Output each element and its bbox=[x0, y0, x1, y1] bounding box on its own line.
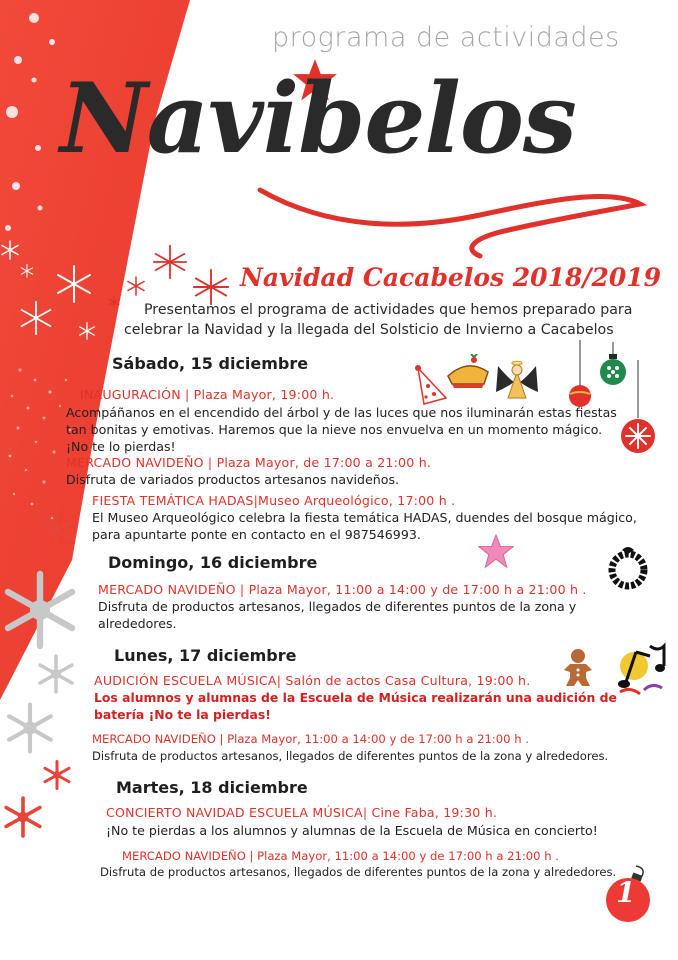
event-description: para apuntarte ponte en contacto en el 987546993. bbox=[92, 527, 421, 542]
event-description: alrededores. bbox=[98, 616, 177, 631]
intro-line-2: celebrar la Navidad y la llegada del Solsticio de Invierno a Cacabelos bbox=[124, 322, 614, 338]
event-heading: INAUGURACIÓN | Plaza Mayor, 19:00 h. bbox=[80, 387, 335, 402]
event-heading: FIESTA TEMÁTICA HADAS|Museo Arqueológico, 17:00 h . bbox=[92, 493, 456, 508]
ornament-icon bbox=[566, 340, 594, 410]
event-description: Los alumnos y alumnas de la Escuela de Música realizarán una audición de bbox=[94, 690, 617, 705]
event-heading: MERCADO NAVIDEÑO | Plaza Mayor, 11:00 a 14:00 y de 17:00 h a 21:00 h . bbox=[122, 849, 559, 863]
event-heading: AUDICIÓN ESCUELA MÚSICA| Salón de actos Casa Cultura, 19:00 h. bbox=[94, 673, 531, 688]
snowflake-icon bbox=[0, 570, 80, 650]
snowflake-icon bbox=[108, 296, 120, 308]
event-description: Disfruta de variados productos artesanos navideños. bbox=[66, 472, 400, 487]
wreath-icon bbox=[604, 542, 652, 594]
ornament-icon bbox=[618, 360, 658, 456]
season-title: Navidad Cacabelos 2018/2019 bbox=[240, 263, 662, 292]
intro-line-1: Presentamos el programa de actividades que hemos preparado para bbox=[144, 302, 633, 318]
music-notes-icon bbox=[614, 638, 668, 700]
pie-icon bbox=[444, 354, 492, 390]
event-heading: MERCADO NAVIDEÑO | Plaza Mayor, 11:00 a 14:00 y de 17:00 h a 21:00 h . bbox=[98, 582, 587, 597]
snowflake-icon bbox=[54, 264, 94, 304]
day-title: Lunes, 17 diciembre bbox=[114, 646, 297, 665]
snowflake-icon bbox=[36, 654, 76, 694]
snowflake-icon bbox=[18, 300, 54, 336]
event-description: El Museo Arqueológico celebra la fiesta temática HADAS, duendes del bosque mágico, bbox=[92, 510, 637, 525]
event-description: Disfruta de productos artesanos, llegados de diferentes puntos de la zona y bbox=[98, 599, 577, 614]
event-description: Disfruta de productos artesanos, llegados de diferentes puntos de la zona y alrededores. bbox=[92, 749, 609, 763]
snowflake-icon bbox=[126, 276, 146, 296]
day-title: Domingo, 16 diciembre bbox=[108, 553, 318, 572]
ribbon-icon bbox=[250, 170, 650, 260]
snowflake-icon bbox=[4, 702, 56, 754]
snowflake-icon bbox=[42, 760, 72, 790]
snowflake-icon bbox=[20, 264, 34, 278]
subtitle: programa de actividades bbox=[272, 22, 620, 53]
event-heading: MERCADO NAVIDEÑO | Plaza Mayor, 11:00 a 14:00 y de 17:00 h a 21:00 h . bbox=[92, 732, 529, 746]
snowflake-icon bbox=[192, 268, 230, 306]
event-heading: MERCADO NAVIDEÑO | Plaza Mayor, de 17:00 a 21:00 h. bbox=[66, 455, 432, 470]
day-title: Martes, 18 diciembre bbox=[116, 778, 308, 797]
angel-icon bbox=[494, 358, 540, 400]
event-description: Disfruta de productos artesanos, llegados de diferentes puntos de la zona y alrededores. bbox=[100, 865, 617, 879]
brand-title: Navibelos bbox=[60, 62, 576, 175]
event-description: tan bonitas y emotivas. Haremos que la nieve nos envuelva en un momento mágico. bbox=[66, 422, 603, 437]
event-description: Acompáñanos en el encendido del árbol y de las luces que nos iluminarán estas fiestas bbox=[66, 405, 617, 420]
gingerbread-icon bbox=[562, 648, 594, 688]
event-description: batería ¡No te la pierdas! bbox=[94, 707, 271, 722]
star-icon bbox=[478, 534, 514, 570]
ornament-number: 1 bbox=[616, 876, 636, 909]
snowflake-icon bbox=[152, 244, 188, 280]
event-heading: CONCIERTO NAVIDAD ESCUELA MÚSICA| Cine Faba, 19:30 h. bbox=[106, 805, 498, 820]
event-description: ¡No te lo pierdas! bbox=[66, 439, 176, 454]
event-description: ¡No te pierdas a los alumnos y alumnas de la Escuela de Música en concierto! bbox=[106, 823, 598, 838]
day-title: Sábado, 15 diciembre bbox=[112, 354, 309, 373]
snowflake-icon bbox=[0, 240, 20, 260]
snowflake-icon bbox=[2, 796, 44, 838]
snowflake-icon bbox=[38, 512, 74, 548]
snowflake-icon bbox=[78, 322, 96, 340]
